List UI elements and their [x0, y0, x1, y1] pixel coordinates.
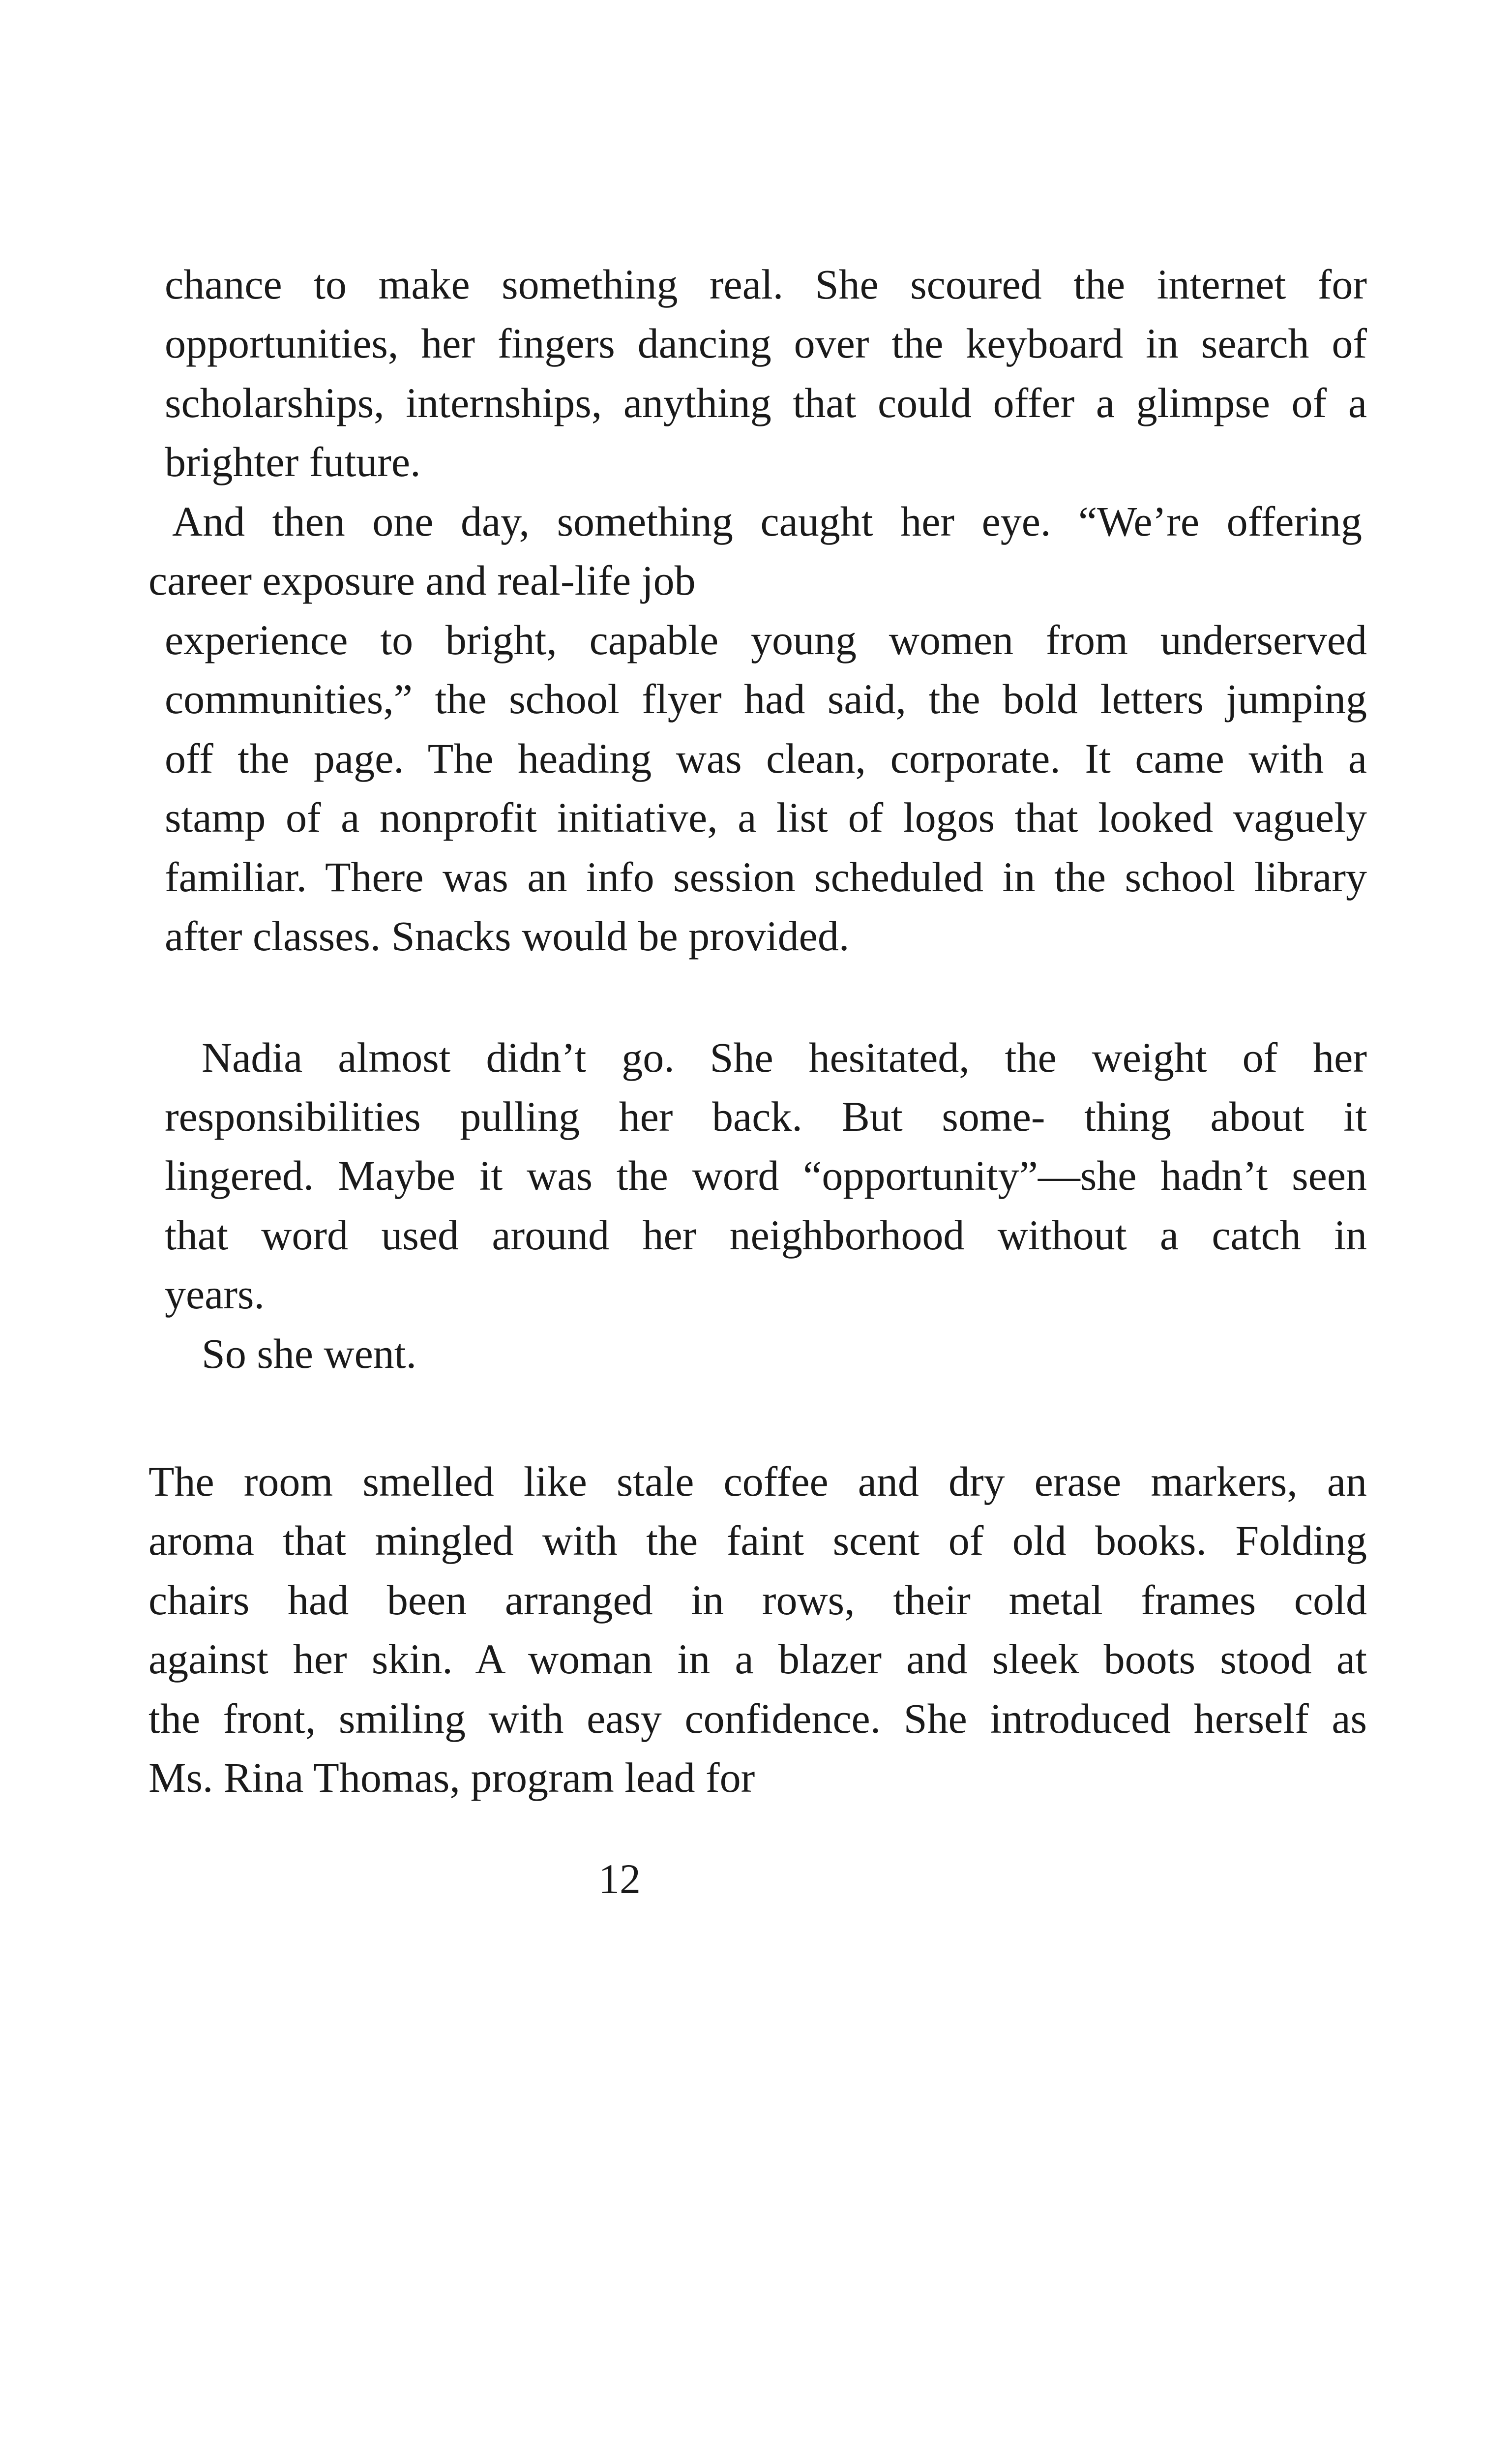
text-line: communities,” the school flyer had said, the bold letters jumping: [165, 675, 1367, 723]
text-line: And then one day, something caught her eye. “We’re offering: [172, 498, 1362, 545]
text-line: scholarships, internships, anything that could offer a glimpse of a: [165, 379, 1367, 426]
text-line: Nadia almost didn’t go. She hesitated, the weight of her: [202, 1034, 1367, 1081]
text-line: chairs had been arranged in rows, their metal frames cold: [148, 1576, 1367, 1624]
page-number: 12: [598, 1855, 641, 1902]
text-line: the front, smiling with easy confidence. She introduced herself as: [148, 1695, 1367, 1742]
text-line: opportunities, her fingers dancing over the keyboard in search of: [165, 320, 1367, 367]
text-line: that word used around her neighborhood without a catch in: [165, 1211, 1367, 1259]
text-line: after classes. Snacks would be provided.: [165, 912, 850, 960]
text-line: responsibilities pulling her back. But some- thing about it: [165, 1093, 1367, 1140]
text-line: lingered. Maybe it was the word “opportunity”—she hadn’t seen: [165, 1152, 1367, 1199]
text-line: So she went.: [202, 1330, 417, 1377]
text-line: off the page. The heading was clean, corporate. It came with a: [165, 735, 1367, 782]
text-line: years.: [165, 1270, 265, 1318]
text-line: Ms. Rina Thomas, program lead for: [148, 1754, 755, 1801]
text-line: experience to bright, capable young women from underserved: [165, 616, 1367, 664]
text-line: The room smelled like stale coffee and dry erase markers, an: [148, 1458, 1367, 1505]
text-line: career exposure and real-life job: [148, 557, 696, 604]
text-line: aroma that mingled with the faint scent of old books. Folding: [148, 1517, 1367, 1564]
text-line: stamp of a nonprofit initiative, a list of logos that looked vaguely: [165, 794, 1367, 841]
text-line: against her skin. A woman in a blazer and sleek boots stood at: [148, 1635, 1367, 1683]
text-line: brighter future.: [165, 438, 421, 485]
text-line: chance to make something real. She scoured the internet for: [165, 261, 1367, 308]
text-line: familiar. There was an info session scheduled in the school library: [165, 853, 1367, 901]
